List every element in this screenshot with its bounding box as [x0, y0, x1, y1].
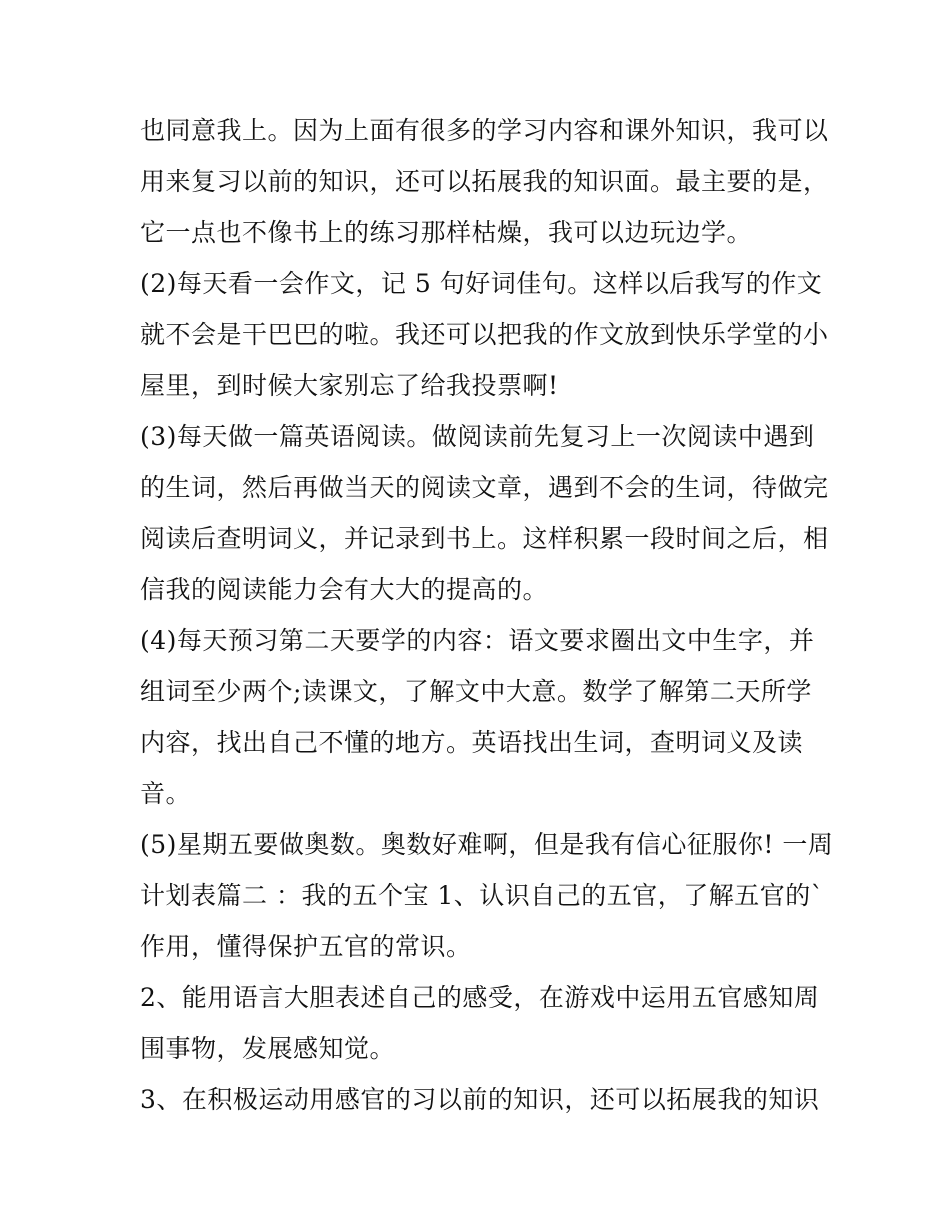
text-line: 屋里，到时候大家别忘了给我投票啊!	[140, 371, 559, 400]
text-line: 音。	[140, 779, 192, 808]
text-line: 也同意我上。因为上面有很多的学习内容和课外知识，我可以	[140, 116, 829, 145]
text-line: (4)每天预习第二天要学的内容：语文要求圈出文中生字，并	[140, 626, 815, 655]
text-line: 信我的阅读能力会有大大的提高的。	[140, 575, 549, 604]
text-line: 3、在积极运动用感官的习以前的知识，还可以拓展我的知识	[140, 1085, 820, 1114]
text-line: 围事物，发展感知觉。	[140, 1034, 396, 1063]
text-line: 计划表篇二 ：我的五个宝 1、认识自己的五官，了解五官的`	[140, 881, 824, 910]
text-line: 作用，懂得保护五官的常识。	[140, 932, 472, 961]
text-line: 2、能用语言大胆表述自己的感受，在游戏中运用五官感知周	[140, 983, 820, 1012]
document-body	[140, 105, 834, 1125]
text-line: (2)每天看一会作文，记 5 句好词佳句。这样以后我写的作文	[140, 269, 823, 298]
text-line: 内容，找出自己不懂的地方。英语找出生词，查明词义及读	[140, 728, 804, 757]
text-line: 阅读后查明词义，并记录到书上。这样积累一段时间之后，相	[140, 524, 829, 553]
text-line: 用来复习以前的知识，还可以拓展我的知识面。最主要的是，	[140, 167, 829, 196]
text-line: 就不会是干巴巴的啦。我还可以把我的作文放到快乐学堂的小	[140, 320, 829, 349]
text-line: 组词至少两个;读课文，了解文中大意。数学了解第二天所学	[140, 677, 812, 706]
text-line: 它一点也不像书上的练习那样枯燥，我可以边玩边学。	[140, 218, 753, 247]
text-line: 的生词，然后再做当天的阅读文章，遇到不会的生词，待做完	[140, 473, 829, 502]
text-line: (3)每天做一篇英语阅读。做阅读前先复习上一次阅读中遇到	[140, 422, 815, 451]
text-line: (5)星期五要做奥数。奥数好难啊，但是我有信心征服你! 一周	[140, 830, 834, 859]
